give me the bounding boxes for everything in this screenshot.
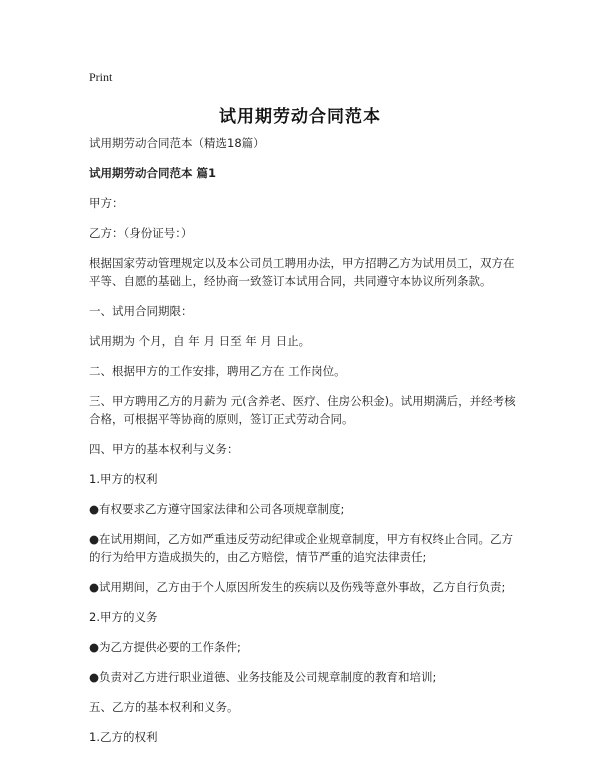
section-title: 试用期劳动合同范本 篇1 [89, 166, 217, 180]
clause-2-text: 二、根据甲方的工作安排，聘用乙方在 工作岗位。 [89, 364, 346, 378]
clause-1-text: 试用期为 个月，自 年 月 日至 年 月 日止。 [89, 334, 311, 348]
document-subtitle: 试用期劳动合同范本（精选18篇） [89, 136, 265, 150]
document-body [89, 134, 520, 758]
party-a-duty-item: ●为乙方提供必要的工作条件; [89, 640, 241, 654]
clause-1-heading: 一、试用合同期限： [89, 304, 193, 318]
party-a-line: 甲方： [89, 196, 124, 210]
clause-3-text: 三、甲方聘用乙方的月薪为 元(含养老、医疗、住房公积金)。试用期满后，并经考核合格，可根据平等协商的原则，签订正式劳动合同。 [89, 394, 516, 426]
party-a-duties-heading: 2.甲方的义务 [89, 610, 158, 624]
document-title: 试用期劳动合同范本 [219, 107, 381, 127]
party-b-line: 乙方：（身份证号：） [89, 226, 193, 240]
intro-paragraph: 根据国家劳动管理规定以及本公司员工聘用办法，甲方招聘乙方为试用员工，双方在平等、自愿的基础上，经协商一致签订本试用合同，共同遵守本协议所列条款。 [89, 256, 515, 288]
party-a-right-item: ●在试用期间，乙方如严重违反劳动纪律或企业规章制度，甲方有权终止合同。乙方的行为给甲方造成损失的，由乙方赔偿，情节严重的追究法律责任; [89, 532, 514, 564]
party-a-right-item: ●试用期间，乙方由于个人原因所发生的疾病以及伤残等意外事故，乙方自行负责; [89, 580, 506, 594]
clause-5-heading: 五、乙方的基本权利和义务。 [89, 700, 239, 714]
party-a-right-item: ●有权要求乙方遵守国家法律和公司各项规章制度; [89, 502, 345, 516]
party-a-duty-item: ●负责对乙方进行职业道德、业务技能及公司规章制度的教育和培训; [89, 670, 437, 684]
print-label[interactable]: Print [89, 70, 113, 84]
party-b-rights-heading: 1.乙方的权利 [89, 730, 158, 744]
clause-4-heading: 四、甲方的基本权利与义务： [89, 442, 239, 456]
party-a-rights-heading: 1.甲方的权利 [89, 472, 158, 486]
